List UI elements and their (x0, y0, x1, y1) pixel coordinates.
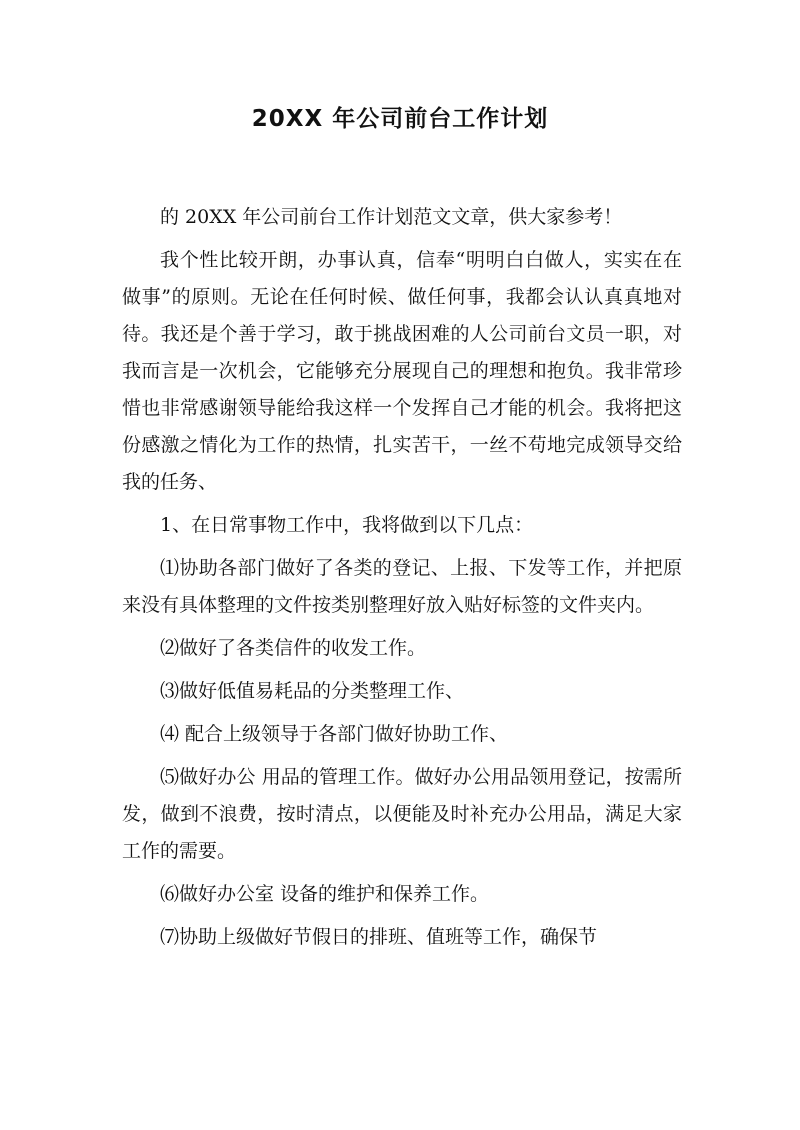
list-item-6: ⑹做好办公室 设备的维护和保养工作。 (160, 883, 490, 905)
list-item-2: ⑵做好了各类信件的收发工作。 (160, 637, 427, 659)
paragraph-section-1: 1、在日常事物工作中，我将做到以下几点： (160, 514, 534, 536)
list-item-1: ⑴协助各部门做好了各类的登记、上报、下发等工作，并把原来没有具体整理的文件按类别整理好放入贴好标签的文件夹内。 (122, 557, 682, 616)
paragraph-intro: 的 20XX 年公司前台工作计划范文文章，供大家参考！ (160, 206, 623, 228)
list-item-4: ⑷ 配合上级领导于各部门做好协助工作、 (160, 723, 509, 745)
document-body (122, 199, 682, 956)
document-title: 20XX 年公司前台工作计划 (251, 106, 549, 132)
list-item-3: ⑶做好低值易耗品的分类整理工作、 (160, 680, 465, 702)
paragraph-personality: 我个性比较开朗，办事认真，信奉“明明白白做人，实实在在做事”的原则。无论在任何时候、做任何事，我都会认认真真地对待。我还是个善于学习，敢于挑战困难的人公司前台文员一职，对我而言是一次机会，它能够充分展现自己的理想和抱负。我非常珍惜也非常感谢领导能给我这样一个发挥自己才能的机会。我将把这份感激之情化为工作的热情，扎实苦干，一丝不苟地完成领导交给我的任务、 (122, 249, 682, 493)
list-item-5: ⑸做好办公 用品的管理工作。做好办公用品领用登记，按需所发，做到不浪费，按时清点，以便能及时补充办公用品，满足大家工作的需要。 (122, 766, 682, 862)
list-item-7: ⑺协助上级做好节假日的排班、值班等工作，确保节 (160, 926, 598, 948)
